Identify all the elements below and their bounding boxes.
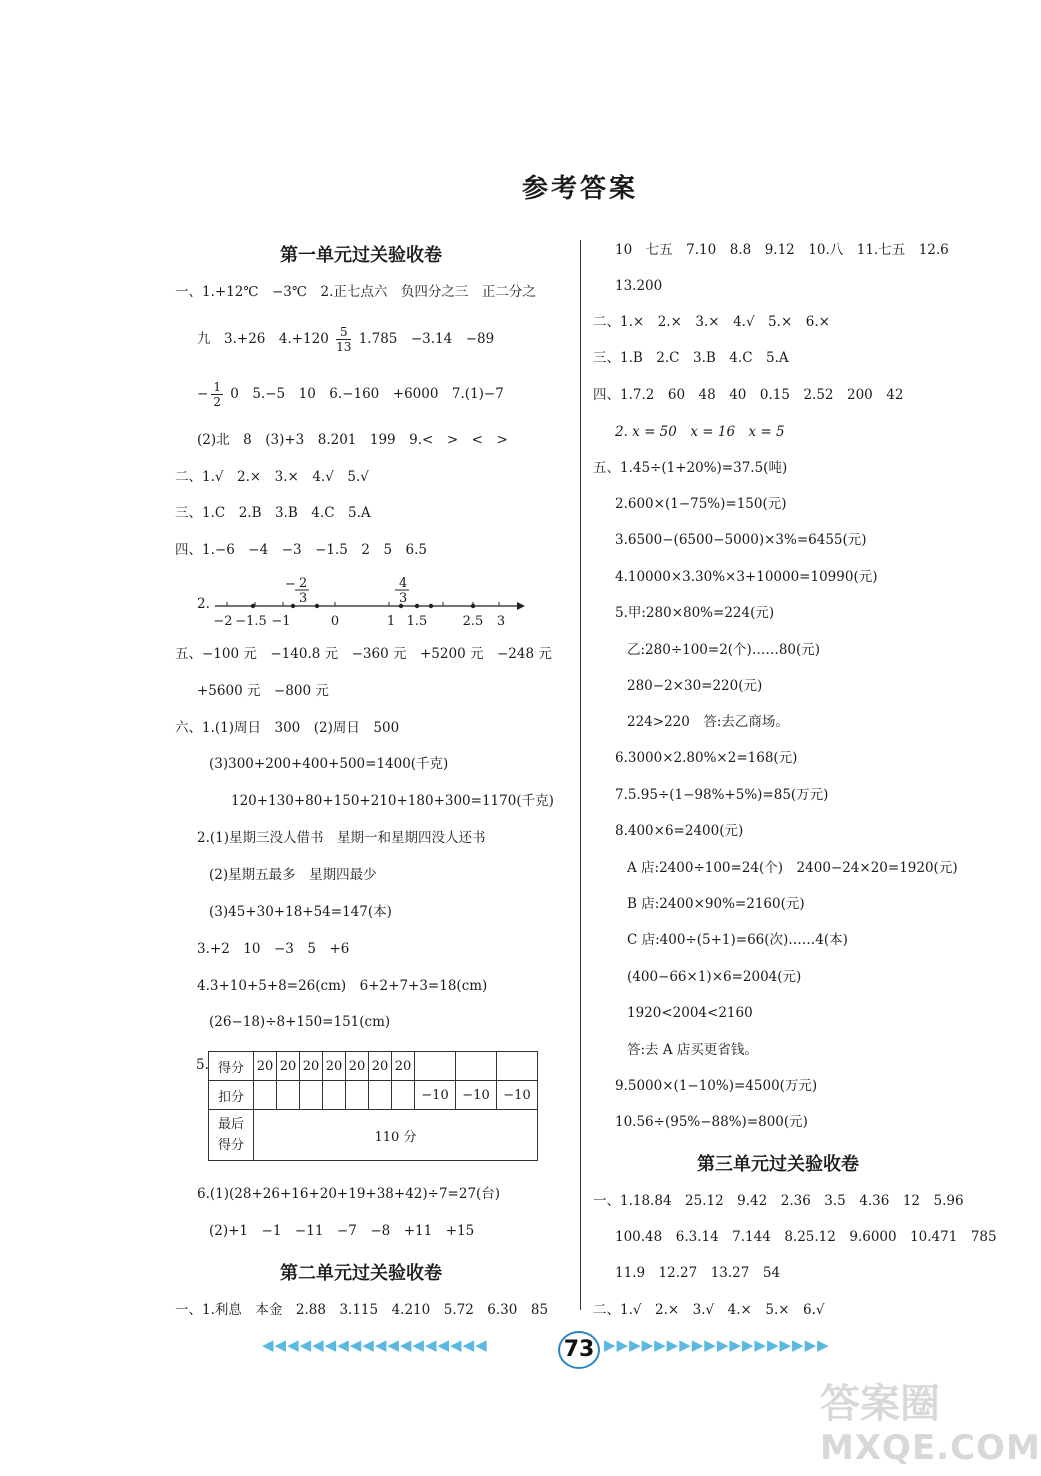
table-cell — [346, 1081, 369, 1110]
answer-line: 9.5000×(1−10%)=4500(万元) — [615, 1078, 818, 1094]
table-row — [209, 1110, 538, 1161]
answer-line: 二、1.√ 2.× 3.× 4.√ 5.√ — [175, 469, 369, 485]
footer-arrows-left: ◀◀◀◀◀◀◀◀◀◀◀◀◀◀◀◀◀◀ — [262, 1336, 488, 1354]
tick-label: 1.5 — [406, 614, 428, 629]
answer-line: 乙:280÷100=2(个)……80(元) — [627, 642, 821, 658]
table-label: 5. — [196, 1057, 209, 1073]
answer-line: 二、1.× 2.× 3.× 4.√ 5.× 6.× — [593, 314, 830, 330]
answer-line: 2.(1)星期三没人借书 星期一和星期四没人还书 — [197, 830, 486, 846]
answer-line: 五、−100 元 −140.8 元 −360 元 +5200 元 −248 元 — [175, 646, 552, 662]
unit3-title: 第三单元过关验收卷 — [697, 1154, 859, 1175]
tick-label: −1.5 — [235, 614, 267, 629]
tick-label: −2 — [213, 614, 233, 629]
answer-line: 二、1.√ 2.× 3.√ 4.× 5.× 6.√ — [593, 1302, 825, 1318]
fraction-denominator: 13 — [336, 340, 352, 354]
number-line — [205, 574, 525, 630]
answer-line: 2. x = 50 x = 16 x = 5 — [615, 424, 785, 440]
tick-label: −1 — [271, 614, 291, 629]
answer-line: A 店:2400÷100=24(个) 2400−24×20=1920(元) — [627, 860, 958, 876]
fraction-denominator: 3 — [299, 591, 308, 606]
answer-line: 6.3000×2.80%×2=168(元) — [615, 750, 798, 766]
row-header-part: 得分 — [217, 1138, 244, 1153]
answer-line: 三、1.B 2.C 3.B 4.C 5.A — [593, 350, 789, 366]
table-row — [209, 1081, 538, 1110]
fraction-numerator: 5 — [336, 325, 351, 340]
tick-label: 1 — [386, 614, 396, 629]
table-cell: −10 — [415, 1081, 456, 1110]
answer-line: 3.+2 10 −3 5 +6 — [197, 941, 350, 957]
unit2-title: 第二单元过关验收卷 — [280, 1263, 442, 1284]
answer-line: (2)+1 −1 −11 −7 −8 +11 +15 — [209, 1223, 475, 1239]
table-cell — [497, 1052, 538, 1081]
footer-arrows-right: ▶▶▶▶▶▶▶▶▶▶▶▶▶▶▶▶▶▶ — [604, 1336, 830, 1354]
answer-line: 10.56÷(95%−88%)=800(元) — [615, 1114, 808, 1130]
answer-line: 一、1.利息 本金 2.88 3.115 4.210 5.72 6.30 85 — [175, 1302, 549, 1318]
minus-sign: − — [197, 386, 209, 402]
answer-line — [197, 377, 504, 411]
row-header-part: 最后 — [217, 1117, 244, 1132]
table-cell — [323, 1081, 346, 1110]
numberline-label: 2. — [197, 596, 210, 612]
answer-line: 120+130+80+150+210+180+300=1170(千克) — [231, 793, 554, 809]
watermark-url: MXQE.COM — [820, 1428, 1041, 1468]
fraction-denominator: 3 — [399, 591, 408, 606]
fraction-denominator: 2 — [213, 395, 221, 409]
answer-line: (3)300+200+400+500=1400(千克) — [209, 756, 449, 772]
answer-line: (26−18)÷8+150=151(cm) — [209, 1014, 391, 1030]
answer-line: (3)45+30+18+54=147(本) — [209, 904, 392, 920]
answer-line: 13.200 — [615, 278, 663, 294]
answer-text: 九 3.+26 4.+120 — [197, 331, 329, 347]
watermark-logo — [820, 1382, 1041, 1470]
table-cell: 20 — [346, 1052, 369, 1081]
row-header: 扣分 — [209, 1081, 254, 1110]
table-cell: 20 — [300, 1052, 323, 1081]
answer-line: 8.400×6=2400(元) — [615, 823, 744, 839]
page-number: 73 — [558, 1331, 600, 1369]
answer-line: (2)北 8 (3)+3 8.201 199 9.< > < > — [197, 432, 508, 448]
answer-line: B 店:2400×90%=2160(元) — [627, 896, 805, 912]
tick-label: 3 — [496, 614, 506, 629]
answer-line: 5.甲:280×80%=224(元) — [615, 605, 775, 621]
fraction-sign: − — [285, 577, 296, 592]
answer-line: 6.(1)(28+26+16+20+19+38+42)÷7=27(台) — [197, 1186, 501, 1202]
table-cell — [392, 1081, 415, 1110]
answer-line: 五、1.45÷(1+20%)=37.5(吨) — [593, 460, 788, 476]
answer-line: (2)星期五最多 星期四最少 — [209, 867, 377, 883]
row-header — [209, 1110, 254, 1161]
answer-line — [197, 322, 494, 356]
answer-line: 一、1.+12℃ −3℃ 2.正七点六 负四分之三 正二分之 — [175, 284, 536, 300]
table-cell: 20 — [254, 1052, 277, 1081]
answer-line: 四、1.−6 −4 −3 −1.5 2 5 6.5 — [175, 542, 428, 558]
answer-line: 四、1.7.2 60 48 40 0.15 2.52 200 42 — [593, 387, 904, 403]
answer-line: 11.9 12.27 13.27 54 — [615, 1265, 781, 1281]
fraction — [336, 325, 351, 354]
unit1-title: 第一单元过关验收卷 — [280, 245, 442, 266]
table-cell: −10 — [497, 1081, 538, 1110]
table-cell: 20 — [369, 1052, 392, 1081]
table-cell: 20 — [392, 1052, 415, 1081]
watermark-text: 答案圈 — [820, 1381, 940, 1427]
answer-line: 224>220 答:去乙商场。 — [627, 714, 789, 730]
answer-line: 六、1.(1)周日 300 (2)周日 500 — [175, 720, 400, 736]
column-divider — [580, 240, 581, 1310]
answer-line: 答:去 A 店买更省钱。 — [627, 1042, 758, 1058]
fraction-numerator: 2 — [299, 576, 308, 591]
answer-line: 4.10000×3.30%×3+10000=10990(元) — [615, 569, 878, 585]
answer-line: 一、1.18.84 25.12 9.42 2.36 3.5 4.36 12 5.96 — [593, 1193, 964, 1209]
answer-line: 3.6500−(6500−5000)×3%=6455(元) — [615, 532, 867, 548]
table-cell: 20 — [277, 1052, 300, 1081]
answer-line: 7.5.95÷(1−98%+5%)=85(万元) — [615, 787, 829, 803]
answer-line: +5600 元 −800 元 — [197, 683, 329, 699]
tick-label: 2.5 — [462, 614, 484, 629]
answer-text: 0 5.−5 10 6.−160 +6000 7.(1)−7 — [230, 386, 504, 402]
table-cell — [456, 1052, 497, 1081]
table-cell — [277, 1081, 300, 1110]
table-cell — [369, 1081, 392, 1110]
answer-line: 280−2×30=220(元) — [627, 678, 763, 694]
fraction — [211, 380, 223, 409]
table-cell: 20 — [323, 1052, 346, 1081]
fraction-numerator: 1 — [213, 380, 221, 394]
table-row — [209, 1052, 538, 1081]
answer-line: 100.48 6.3.14 7.144 8.25.12 9.6000 10.471 785 — [615, 1229, 997, 1245]
answer-line: 4.3+10+5+8=26(cm) 6+2+7+3=18(cm) — [197, 978, 488, 994]
fraction-numerator: 4 — [399, 576, 408, 591]
tick-label: 0 — [330, 614, 340, 629]
table-cell — [415, 1052, 456, 1081]
table-cell — [300, 1081, 323, 1110]
score-table — [208, 1051, 538, 1161]
table-cell: −10 — [456, 1081, 497, 1110]
answer-line: 三、1.C 2.B 3.B 4.C 5.A — [175, 505, 371, 521]
answer-line: 1920<2004<2160 — [627, 1005, 753, 1021]
answer-line: 10 七五 7.10 8.8 9.12 10.八 11.七五 12.6 — [615, 242, 949, 258]
table-cell — [254, 1081, 277, 1110]
row-header: 得分 — [209, 1052, 254, 1081]
answer-line: (400−66×1)×6=2004(元) — [627, 969, 802, 985]
page-title: 参考答案 — [521, 174, 638, 204]
answer-text: 1.785 −3.14 −89 — [358, 331, 495, 347]
answer-line: 2.600×(1−75%)=150(元) — [615, 496, 787, 512]
final-score-cell: 110 分 — [254, 1110, 538, 1161]
answer-line: C 店:400÷(5+1)=66(次)……4(本) — [627, 932, 848, 948]
